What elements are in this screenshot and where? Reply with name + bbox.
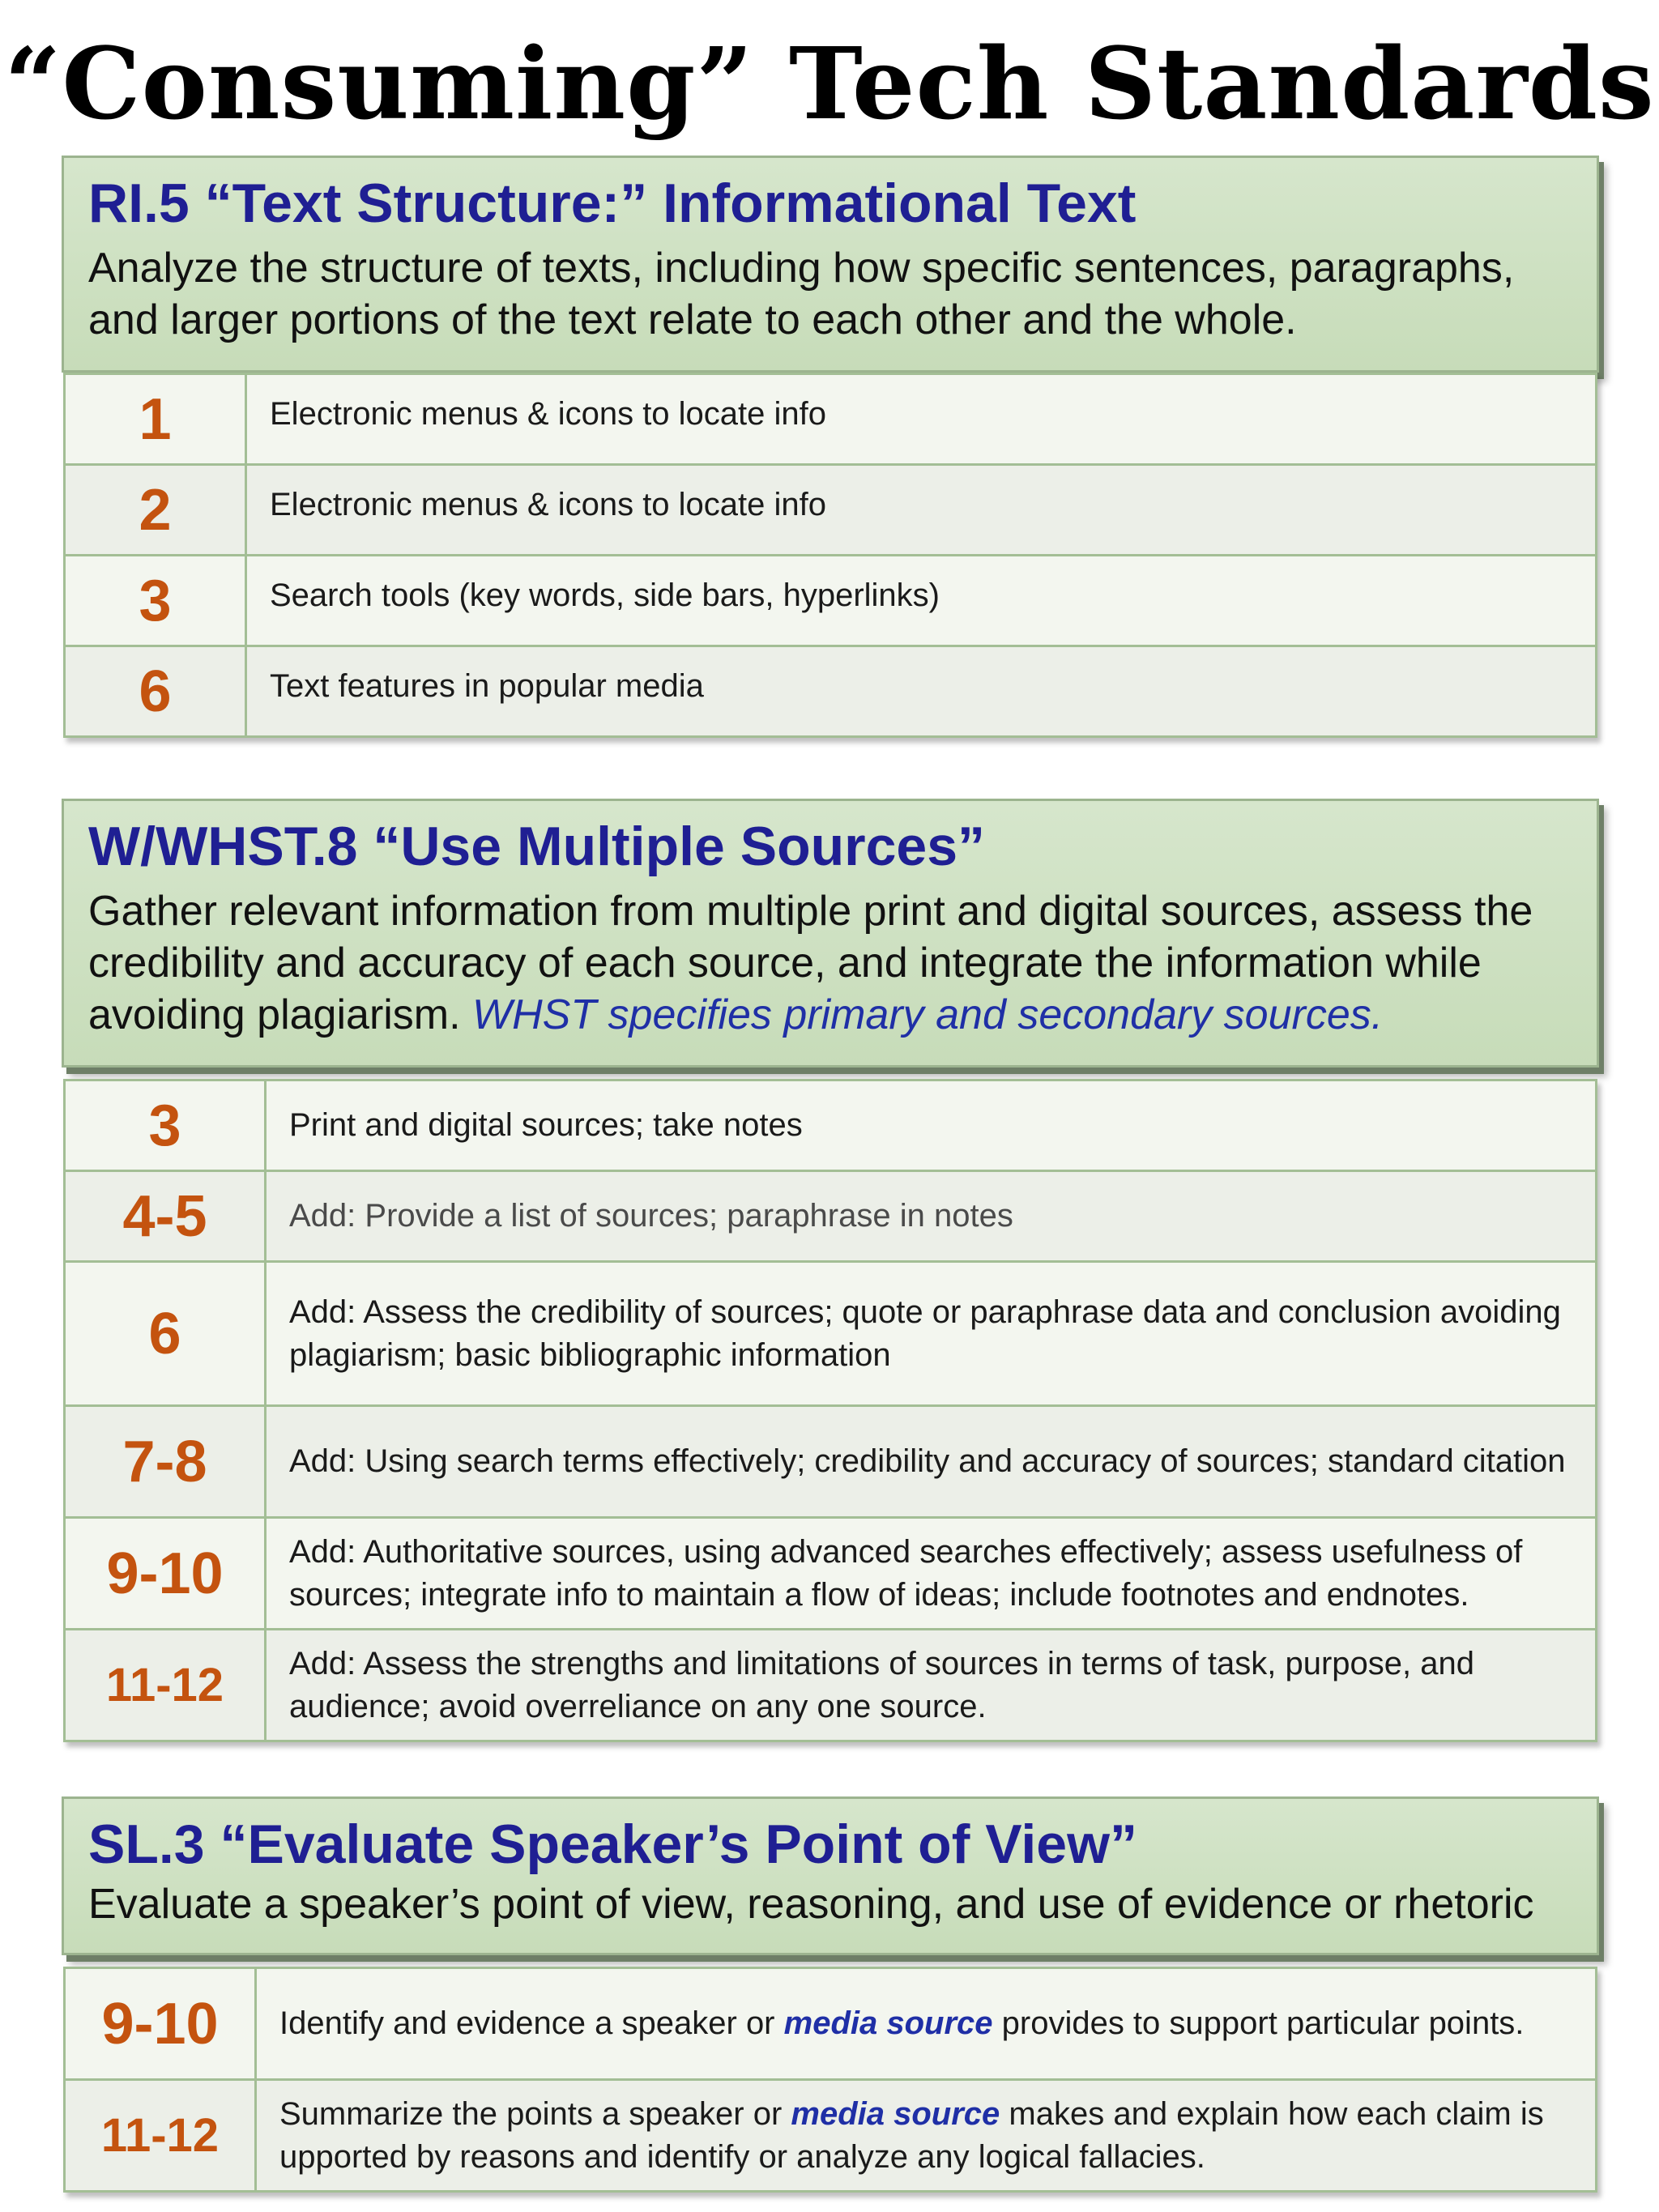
- standard-description: [88, 885, 1572, 1041]
- grade-label: 3: [65, 1080, 266, 1171]
- grade-label: 9-10: [65, 1968, 256, 2080]
- table-row: [65, 1968, 1597, 2080]
- table-row: [65, 1406, 1597, 1518]
- standard-header-ri5: [62, 156, 1599, 373]
- table-row: [65, 1171, 1597, 1262]
- grade-label: 2: [65, 465, 246, 556]
- media-source-emphasis: media source: [783, 2005, 993, 2041]
- table-row: [65, 2080, 1597, 2192]
- grade-description: [256, 1968, 1597, 2080]
- standard-code: SL.3 “Evaluate Speaker’s Point of View”: [88, 1813, 1137, 1875]
- grade-table-ri5: [63, 373, 1597, 738]
- grade-description: [256, 2080, 1597, 2192]
- grade-description: Add: Assess the credibility of sources; quote or paraphrase data and conclusion avoiding plagiarism; basic bibliographic information: [266, 1262, 1597, 1406]
- grade-table-whst8: [63, 1079, 1597, 1742]
- grade-label: 6: [65, 1262, 266, 1406]
- grade-label: 11-12: [65, 2080, 256, 2192]
- grade-description: Text features in popular media: [246, 646, 1597, 737]
- page-title: “Consuming” Tech Standards: [4, 25, 1655, 142]
- standard-header-sl3: [62, 1796, 1599, 1955]
- grade-label: 11-12: [65, 1630, 266, 1741]
- grade-description: Electronic menus & icons to locate info: [246, 374, 1597, 465]
- standard-header-whst8: [62, 799, 1599, 1068]
- description-text: Gather relevant information from multiple print and digital sources, assess the credibility and accuracy of each source, and integrate the information while avoiding plagiarism.: [88, 888, 1533, 1038]
- grade-label: 3: [65, 556, 246, 646]
- grade-description: Add: Using search terms effectively; credibility and accuracy of sources; standard citation: [266, 1406, 1597, 1518]
- grade-table-sl3: [63, 1967, 1597, 2193]
- grade-label: 9-10: [65, 1518, 266, 1630]
- grade-description: Add: Provide a list of sources; paraphrase in notes: [266, 1171, 1597, 1262]
- standard-code: W/WHST.8 “Use Multiple Sources”: [88, 816, 986, 877]
- standard-note: WHST specifies primary and secondary sources.: [472, 991, 1384, 1038]
- table-row: [65, 556, 1597, 646]
- media-source-emphasis: media source: [791, 2095, 1000, 2132]
- table-row: [65, 646, 1597, 737]
- grade-description: Electronic menus & icons to locate info: [246, 465, 1597, 556]
- grade-description: Search tools (key words, side bars, hyperlinks): [246, 556, 1597, 646]
- table-row: [65, 465, 1597, 556]
- table-row: [65, 1630, 1597, 1741]
- description-text: Identify and evidence a speaker or: [279, 2005, 784, 2041]
- grade-label: 1: [65, 374, 246, 465]
- standard-description: Evaluate a speaker’s point of view, reasoning, and use of evidence or rhetoric: [88, 1881, 1534, 1928]
- grade-label: 6: [65, 646, 246, 737]
- description-text: Summarize the points a speaker or: [279, 2095, 791, 2132]
- description-text: makes and explain how each claim is upported by reasons and identify or analyze any logical fallacies.: [279, 2095, 1544, 2175]
- grade-description: Add: Assess the strengths and limitations of sources in terms of task, purpose, and audience; avoid overreliance on any one source.: [266, 1630, 1597, 1741]
- grade-description: Print and digital sources; take notes: [266, 1080, 1597, 1171]
- grade-label: 4-5: [65, 1171, 266, 1262]
- standard-description: Analyze the structure of texts, including how specific sentences, paragraphs, and larger portions of the text relate to each other and the whole.: [88, 245, 1515, 343]
- table-row: [65, 1518, 1597, 1630]
- description-text: provides to support particular points.: [992, 2005, 1525, 2041]
- table-row: [65, 374, 1597, 465]
- standard-code: RI.5 “Text Structure:” Informational Text: [88, 173, 1137, 234]
- table-row: [65, 1080, 1597, 1171]
- grade-description: Add: Authoritative sources, using advanced searches effectively; assess usefulness of sources; integrate info to maintain a flow of ideas; include footnotes and endnotes.: [266, 1518, 1597, 1630]
- grade-label: 7-8: [65, 1406, 266, 1518]
- table-row: [65, 1262, 1597, 1406]
